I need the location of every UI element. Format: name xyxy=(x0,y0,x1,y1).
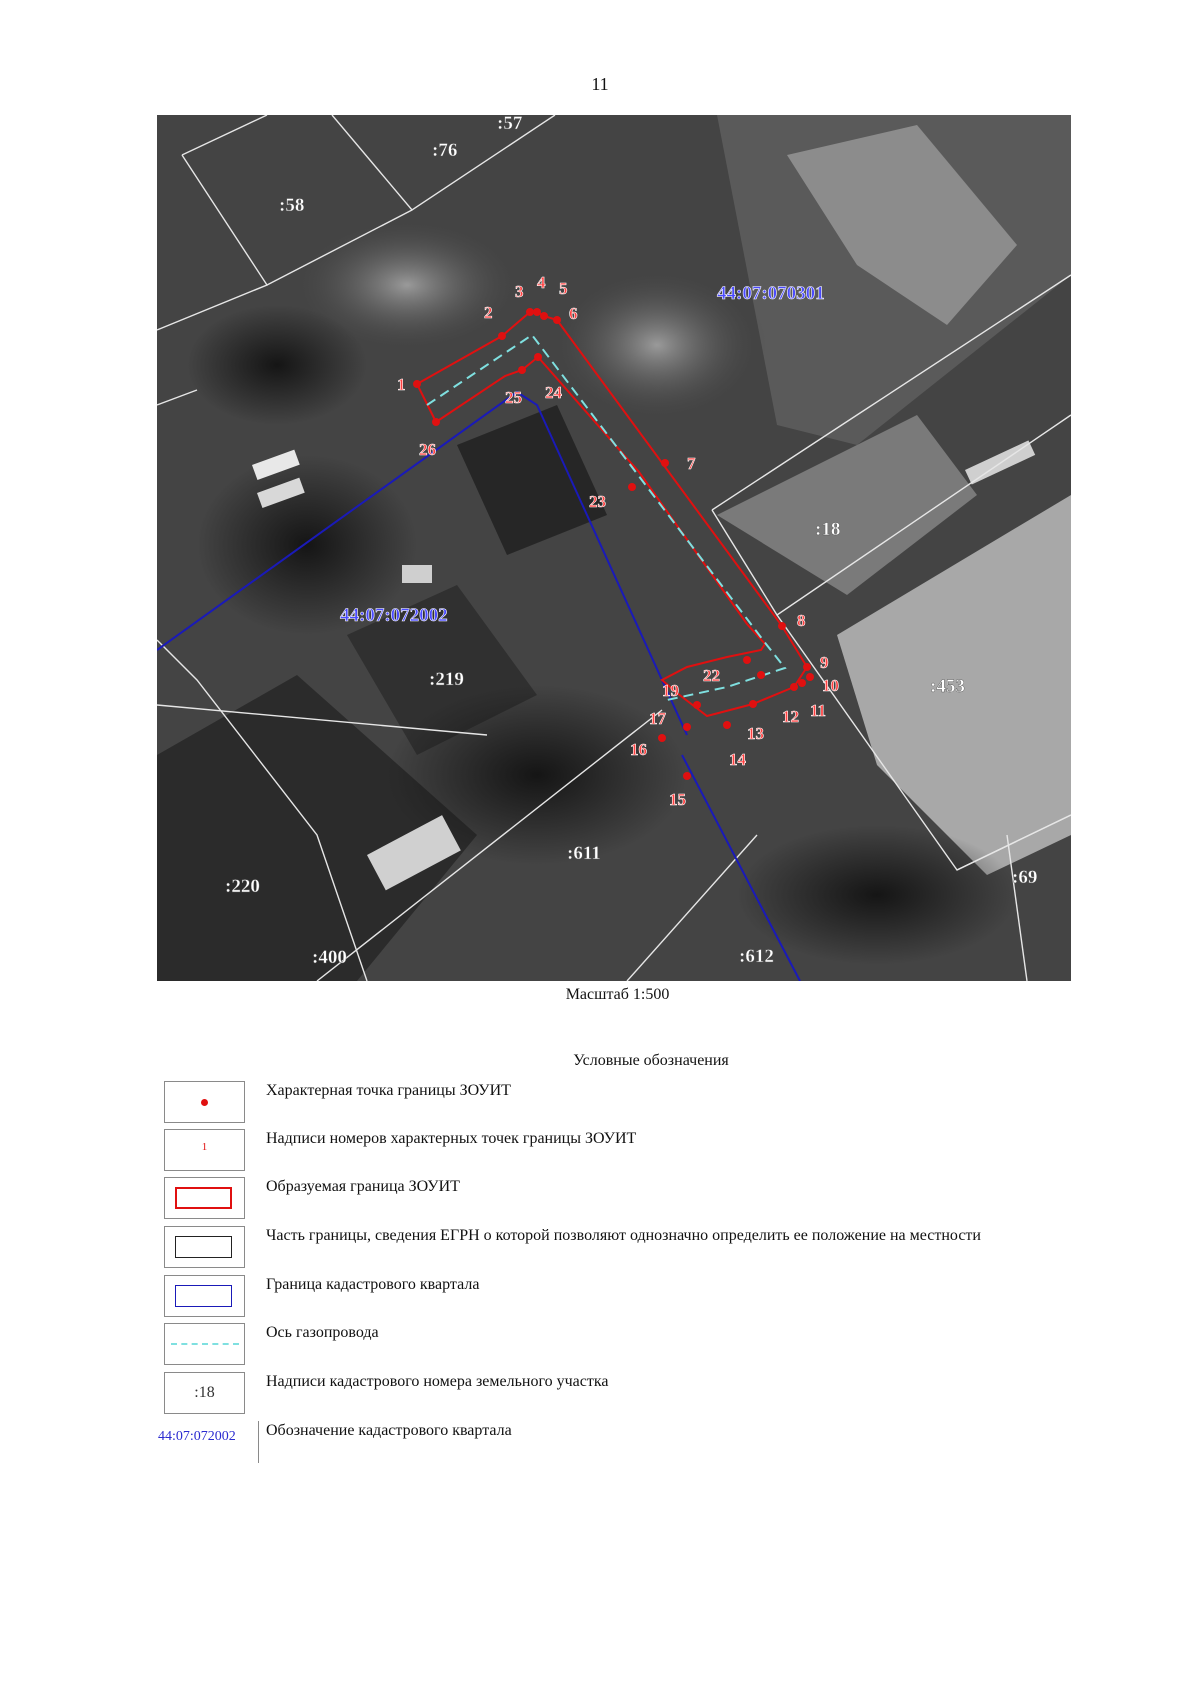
parcel-label-612: :612 xyxy=(739,946,774,967)
point-label-22: 22 xyxy=(703,666,720,685)
parcel-label-57: :57 xyxy=(497,115,523,134)
point-label-14: 14 xyxy=(729,750,746,769)
legend-symbol-box xyxy=(164,1129,245,1171)
parcel-label-58: :58 xyxy=(279,195,305,216)
point-label-2: 2 xyxy=(484,303,493,322)
legend-item-text: Ось газопровода xyxy=(266,1324,379,1341)
point-label-8: 8 xyxy=(797,611,806,630)
map-scale: Масштаб 1:500 xyxy=(565,986,670,1003)
legend-item-text: Образуемая граница ЗОУИТ xyxy=(266,1178,460,1195)
legend-symbol-box xyxy=(164,1275,245,1317)
parcel-label-69: :69 xyxy=(1012,867,1038,888)
point-label-9: 9 xyxy=(820,653,829,672)
legend-item-text: Обозначение кадастрового квартала xyxy=(266,1422,512,1439)
parcel-label-453: :453 xyxy=(930,676,965,697)
legend-item-text: Надписи кадастрового номера земельного участка xyxy=(266,1373,609,1390)
cyan-dash-icon xyxy=(171,1343,239,1345)
point-label-26: 26 xyxy=(419,440,436,459)
parcel-label-611: :611 xyxy=(567,843,601,864)
parcel-label-219: :219 xyxy=(429,669,464,690)
legend-symbol-box xyxy=(164,1323,245,1365)
point-label-15: 15 xyxy=(669,790,686,809)
parcel-label-400: :400 xyxy=(312,947,347,968)
legend-title: Условные обозначения xyxy=(573,1052,729,1069)
cadastral-number-sample: :18 xyxy=(194,1384,215,1401)
red-dot-icon xyxy=(201,1099,208,1106)
legend-item-text: Часть границы, сведения ЕГРН о которой позволяют однозначно определить ее положение на местности xyxy=(266,1227,981,1244)
point-label-13: 13 xyxy=(747,724,764,743)
legend-item-text: Характерная точка границы ЗОУИТ xyxy=(266,1082,511,1099)
point-label-10: 10 xyxy=(822,676,839,695)
point-label-4: 4 xyxy=(537,273,546,292)
point-label-12: 12 xyxy=(782,707,799,726)
quarter-label-070301: 44:07:070301 xyxy=(717,283,825,304)
point-label-19: 19 xyxy=(662,681,679,700)
legend-item-text: Надписи номеров характерных точек границы ЗОУИТ xyxy=(266,1130,637,1147)
point-label-16: 16 xyxy=(630,740,647,759)
point-label-7: 7 xyxy=(687,454,696,473)
black-rect-icon xyxy=(175,1236,232,1258)
quarter-label-072002: 44:07:072002 xyxy=(340,605,448,626)
blue-rect-icon xyxy=(175,1285,232,1307)
point-label-6: 6 xyxy=(569,304,578,323)
page-number: 11 xyxy=(591,74,609,94)
legend-symbol-box xyxy=(164,1177,245,1219)
legend-symbol-divider xyxy=(258,1421,259,1463)
parcel-label-76: :76 xyxy=(432,140,458,161)
parcel-label-18: :18 xyxy=(815,519,841,540)
point-label-23: 23 xyxy=(589,492,606,511)
point-label-24: 24 xyxy=(545,383,562,402)
cadastral-map[interactable] xyxy=(157,115,1071,981)
legend-symbol-box xyxy=(164,1226,245,1268)
legend-symbol-box xyxy=(164,1081,245,1123)
point-number-sample: 1 xyxy=(201,1141,208,1153)
point-label-25: 25 xyxy=(505,388,522,407)
point-label-5: 5 xyxy=(559,279,568,298)
quarter-label-sample: 44:07:072002 xyxy=(158,1429,236,1444)
point-label-11: 11 xyxy=(810,701,827,720)
point-label-17: 17 xyxy=(649,709,666,728)
point-label-3: 3 xyxy=(515,282,524,301)
red-rect-icon xyxy=(175,1187,232,1209)
legend-item-text: Граница кадастрового квартала xyxy=(266,1276,480,1293)
aerial-photo xyxy=(157,115,1071,981)
map-svg xyxy=(157,115,1071,981)
point-label-1: 1 xyxy=(397,375,406,394)
legend-symbol-box xyxy=(164,1372,245,1414)
parcel-label-220: :220 xyxy=(225,876,260,897)
